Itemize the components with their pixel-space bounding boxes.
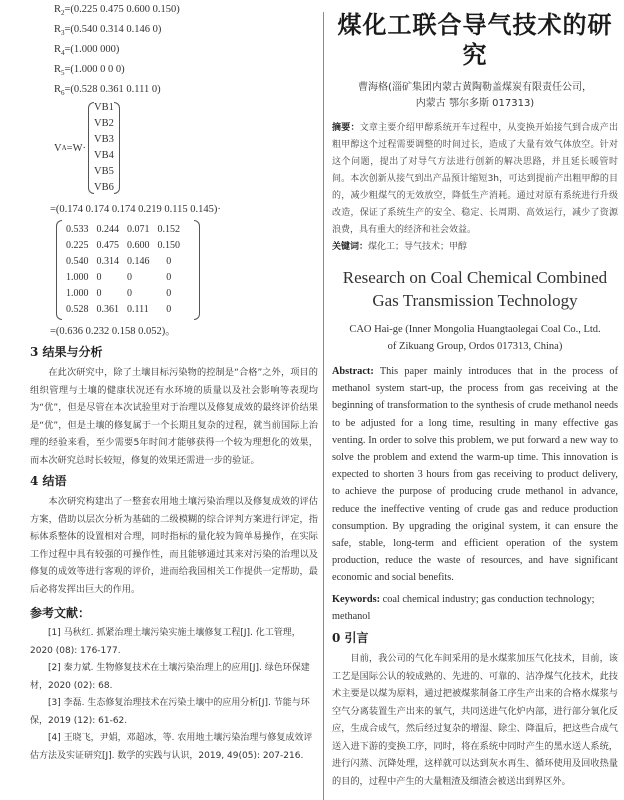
matrix-cell: 0 <box>96 272 102 283</box>
equation-r4: $R_4=(1.000$ 000) <box>54 44 120 58</box>
left-column <box>28 0 318 765</box>
abstract-cn-label: 摘要： <box>332 123 360 133</box>
matrix-cell: 0 <box>127 272 132 283</box>
equation-r3: $R_3=(0.540$ 0.314 0.146 0) <box>54 24 162 38</box>
author-affiliation-cn: 曹海格(淄矿集团内蒙古黄陶勒盖煤炭有限责任公司， 内蒙古 鄂尔多斯 017313) <box>358 82 592 109</box>
matrix-cell: 1.000 <box>66 288 89 299</box>
equation-r5: $R_5=(1.000$ 0 0 0) <box>54 64 125 78</box>
matrix-cell: 1.000 <box>66 272 89 283</box>
equation-r2: $R_2=(0.225$ 0.475 0.600 0.150) <box>54 4 180 18</box>
abstract-en-label: Abstract: <box>332 366 374 377</box>
section-heading-3: 3 结果与分析 <box>30 345 103 359</box>
matrix-row <box>62 270 184 286</box>
section-4-body: 本次研究构建出了一整套农用地土壤污染治理以及修复成效的评估方案，借助以层次分析为基础的二级模糊的综合评判方案进行评定，指标体系整体的设置相对合理，同时指标的量化较为简单易操作，在实际工作过程中具有较强的可操作性，而且能够通过其来对污染的治理以及修复的成效等进行客观的评价，进而给我国相关工作提供一定帮助，最后必将发挥出巨大的作用。 <box>30 496 318 595</box>
reference-item: [2] 秦力斌. 生物修复技术在土壤污染治理上的应用[J]. 绿色环保建材，2020 (02): 68. <box>30 663 310 691</box>
matrix-cell: 0.314 <box>96 256 119 267</box>
matrix-cell: 0.600 <box>127 240 150 251</box>
result-vector: =(0.636 0.232 0.158 0.052)。 <box>50 326 176 337</box>
matrix-cell: 0 <box>96 288 102 299</box>
keywords-cn-label: 关键词： <box>332 242 369 252</box>
matrix-cell: 0.533 <box>66 224 89 235</box>
matrix-cell: 0.152 <box>157 224 180 235</box>
matrix-cell: 0 <box>127 288 132 299</box>
membership-matrix <box>56 220 200 320</box>
keywords-en-label: Keywords: <box>332 593 381 605</box>
matrix-cell: 0.361 <box>96 304 119 315</box>
matrix-cell: 0 <box>166 272 172 283</box>
matrix-cell: 0.071 <box>127 224 150 235</box>
matrix-cell: 0.540 <box>66 256 89 267</box>
section-heading-0: 0 引言 <box>332 631 369 646</box>
reference-item: [4] 王晓飞，尹娟，邓超冰，等. 农用地土壤污染治理与修复成效评估方法及实证研究[J]. 数学的实践与认识，2019, 49(05): 207-216. <box>30 733 313 761</box>
matrix-cell: 0 <box>166 304 172 315</box>
section-heading-4: 4 结语 <box>30 474 67 488</box>
matrix-row <box>62 302 184 318</box>
abstract-en: Abstract: This paper mainly introduces that in the process of methanol system start-up, the process from gas receiving at the beginning of transformation to the synthesis of crude methanol needs to be adjusted for a long time, resulting in many effective gas venting. In order to solve this problem, we put forward a new way to solve the problem and extend the warm-up time. This innovation is expected to shorten 3 hours from gas receiving to product delivery, to achieve the purpose of producing crude methanol in advance, reduce the ineffective venting of crude gas and reduce production consumption. By upgrading the original system, it can ensure the safe, stable, long-term and efficient operation of the system production, reduce the waste of resources, and have significant economic and social benefits. <box>332 366 619 584</box>
matrix-cell: 0.150 <box>157 240 180 251</box>
references-heading: 参考文献： <box>30 606 91 620</box>
matrix-cell: 0.475 <box>96 240 119 251</box>
author-affiliation-en: CAO Hai-ge (Inner Mongolia Huangtaolegai Coal Co., Ltd. of Zikuang Group, Ordos 017313, China) <box>349 324 601 352</box>
matrix-cell: 0.146 <box>127 256 150 267</box>
matrix-cell: 0.111 <box>127 304 149 315</box>
va-formula: V A =W· VB1 VB2 VB3 VB4 VB5 VB6 <box>28 98 318 198</box>
matrix-cell: 0 <box>166 256 172 267</box>
reference-item: [3] 李磊. 生态修复治理技术在污染土壤中的应用分析[J]. 节能与环保，2019 (12): 61-62. <box>30 698 310 726</box>
article-title-cn: 煤化工联合导气技术的研究 <box>337 11 613 69</box>
vb-vector: VB1 VB2 VB3 VB4 VB5 VB6 <box>88 100 120 196</box>
matrix-cell: 0.225 <box>66 240 89 251</box>
matrix-row <box>62 286 184 302</box>
column-divider <box>323 12 324 800</box>
matrix-row <box>62 254 184 270</box>
reference-item: [1] 马秋红. 抓紧治理土壤污染实施土壤修复工程[J]. 化工管理，2020 (08): 176-177. <box>30 628 301 656</box>
weight-vector: =(0.174 0.174 0.174 0.219 0.115 0.145)· <box>50 204 221 215</box>
keywords-en: Keywords: coal chemical industry; gas conduction technology; methanol <box>332 593 595 622</box>
equation-r6: $R_6=(0.528$ 0.361 0.111 0) <box>54 84 161 98</box>
matrix-cell: 0.244 <box>96 224 119 235</box>
matrix-row <box>62 238 184 254</box>
right-column <box>332 0 618 790</box>
matrix-cell: 0 <box>166 288 172 299</box>
matrix-cell: 0.528 <box>66 304 89 315</box>
equation-list <box>28 0 318 100</box>
abstract-cn: 摘要：文章主要介绍甲醇系统开车过程中，从变换开始接气到合成产出粗甲醇这个过程需要调整的时间过长，造成了大量有效气体放空。针对这个问题，提出了对导气方法进行创新的解决思路，并且延长暖管时间。本次创新从接气到出产品预计缩短3h，可达到提前产出粗甲醇的目的，减少粗煤气的无效放空，降低生产消耗。通过对原有系统进行升级改造，保证了系统生产的安全、稳定、长周期、高效运行，减少了资源浪费，具有重大的经济和社会效益。 <box>332 123 618 235</box>
keywords-cn: 关键词：煤化工；导气技术；甲醇 <box>332 242 468 252</box>
matrix-row <box>62 222 184 238</box>
section-0-body: 目前，我公司的气化车间采用的是水煤浆加压气化技术，目前，该工艺是国际公认的较成熟的、先进的、可靠的、洁净煤气化技术，此技术主要是以煤为原料，通过把被煤浆制备工序生产出来的合格水煤浆与空气分离装置生产出来的氧气，共同送进气化炉内部，进行部分氧化反应，生成合成气，然后经过复杂的增湿、除尘、降温后，把这些合成气送入进下游的变换工序，同时，将在系统中同时产生的黑水送人系统，进行闪蒸、沉降处理，这样就可以达到灰水再生、循环使用及回收热量的目的，过程中产生的大量粗渣及细渣会被送出到界区外。 <box>332 653 618 787</box>
article-title-en: Research on Coal Chemical Combined Gas Transmission Technology <box>342 268 608 310</box>
section-3-body: 在此次研究中，除了土壤目标污染物的控制是“合格”之外，项目的组织管理与土壤的健康状况还有水环境的质量以及社会影响等表现均为“优”，但是尽管在本次试验里对于治理以及修复成效的最终评价结果是“优”，但是土壤的修复属于一个长期且复杂的过程，就当前国际上治理的经验来看，至少需要5年时间才能够获得一个较为理想化的效果，而本次研究总时长较短，修复的效果还需进一步的验证。 <box>30 367 318 466</box>
matrix-table <box>62 222 184 318</box>
reference-list <box>28 625 318 765</box>
